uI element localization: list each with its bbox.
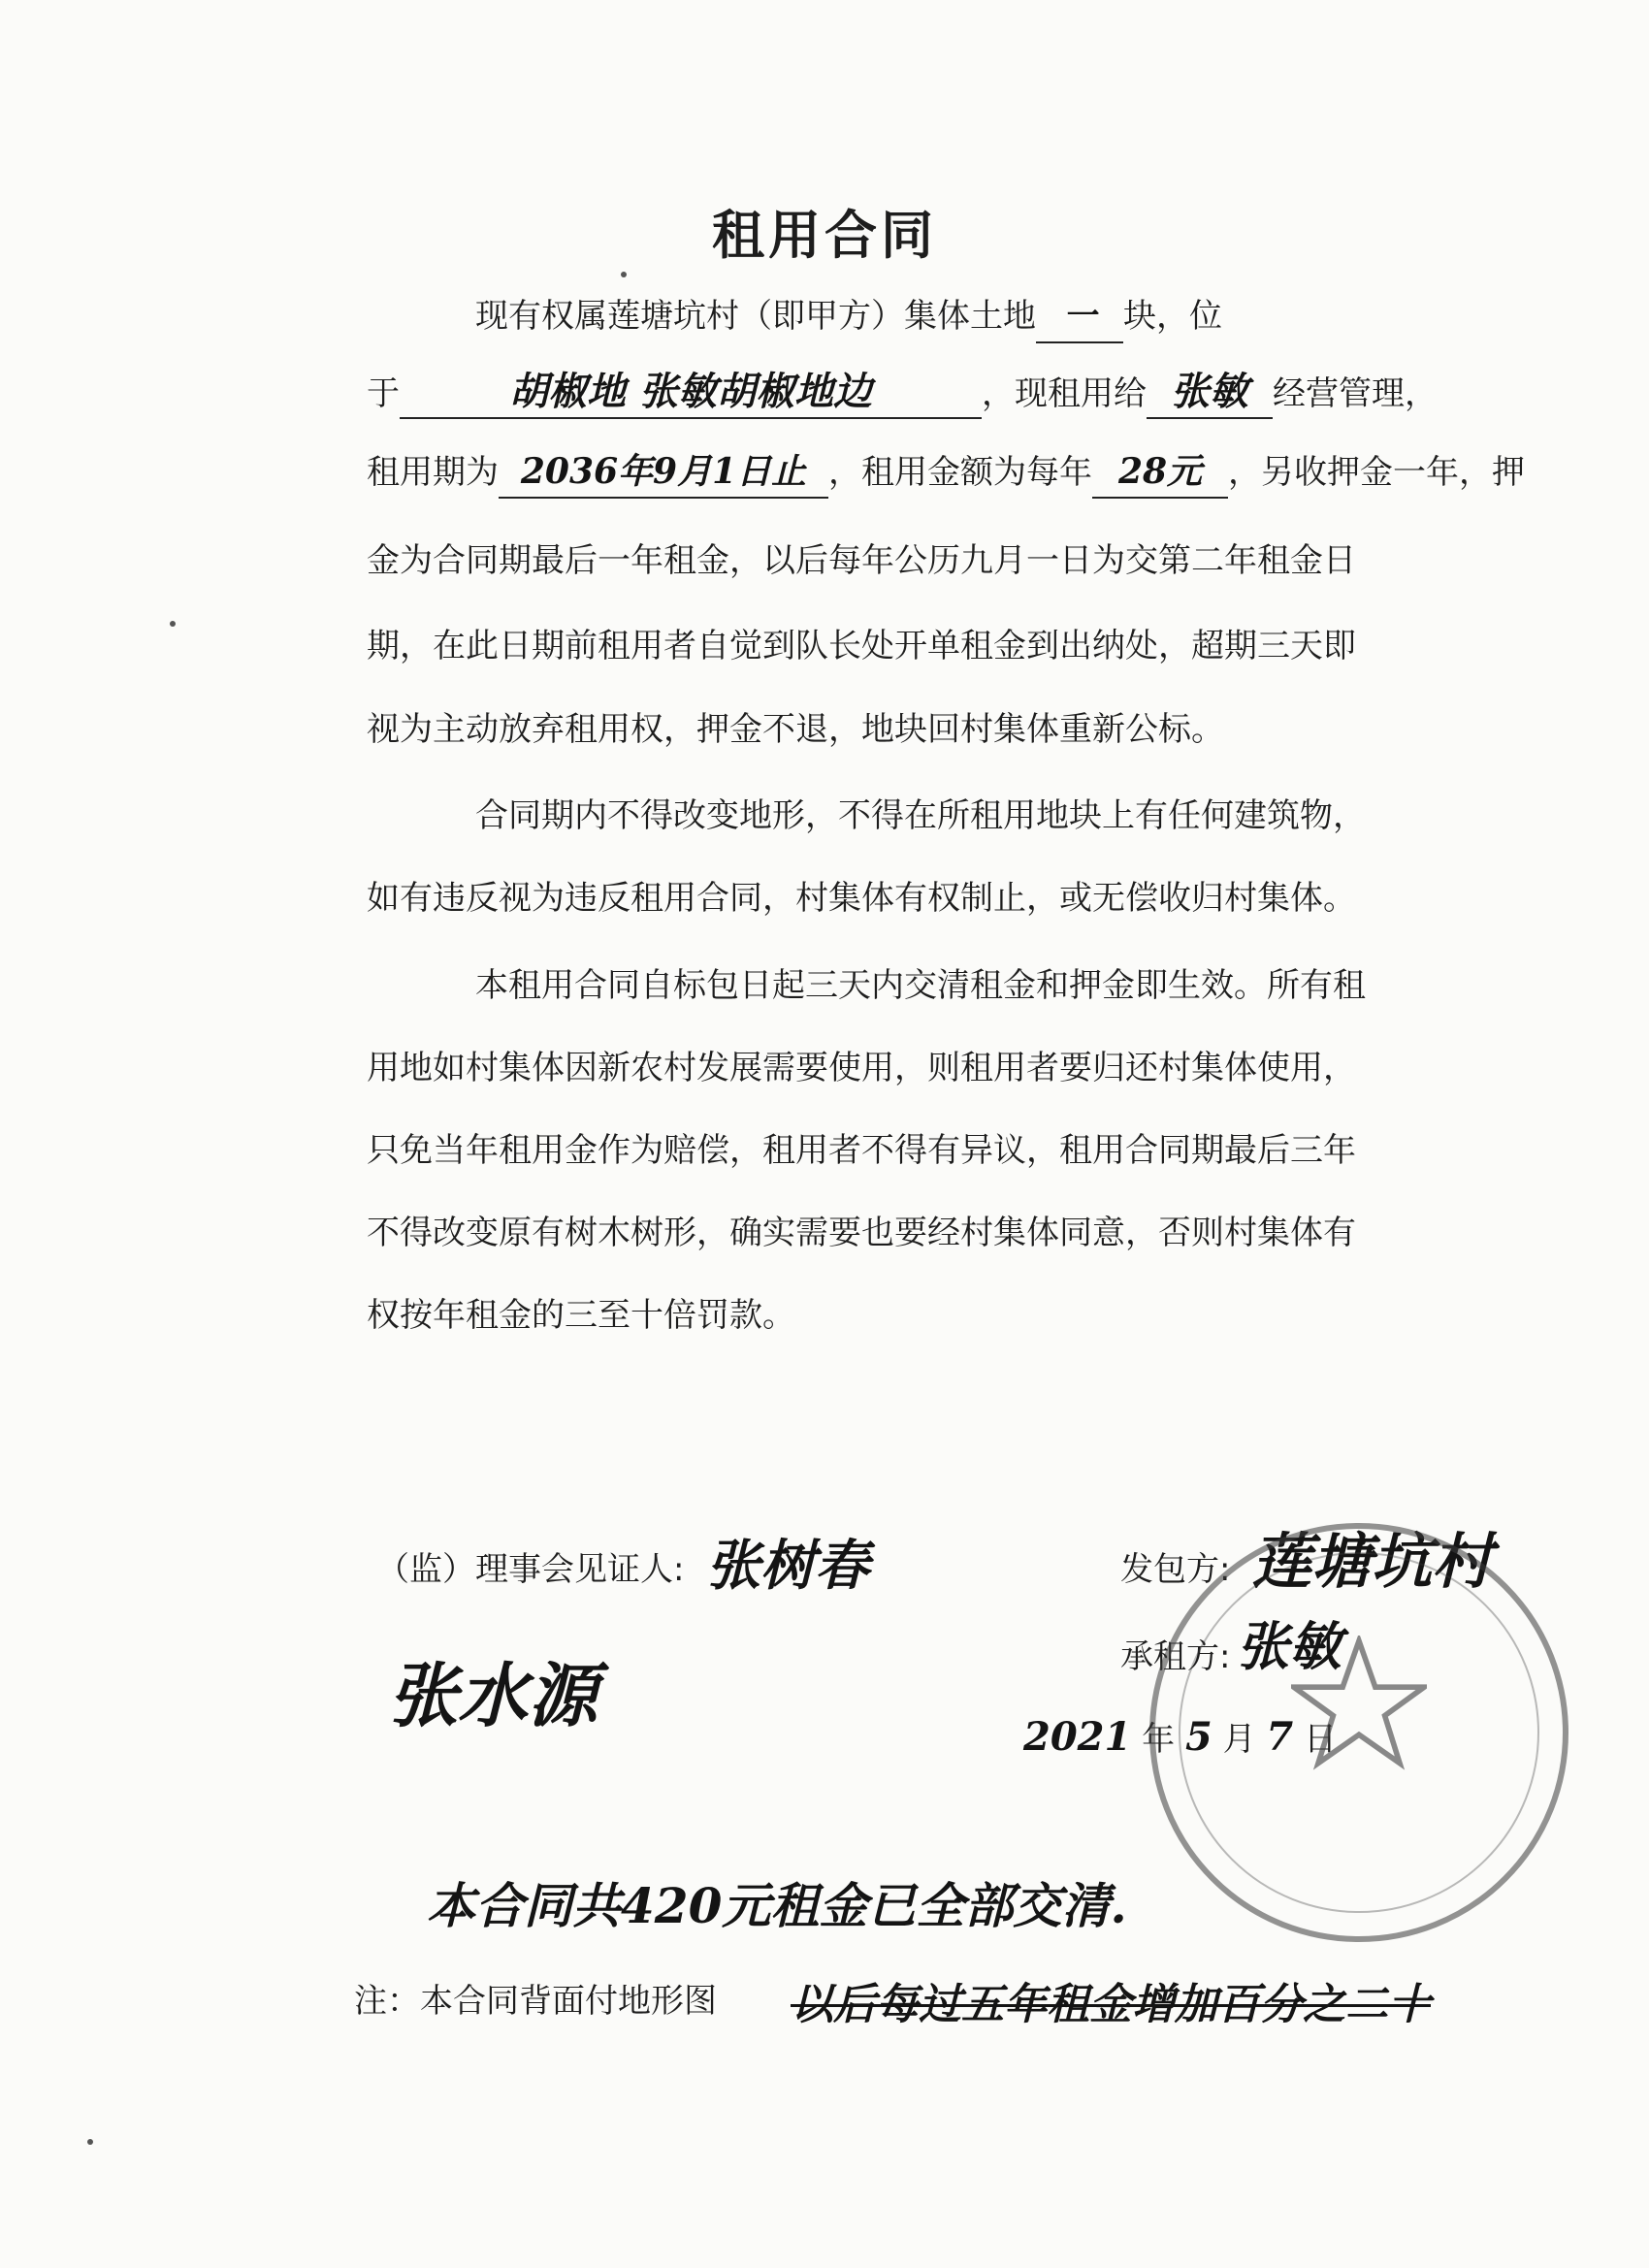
text: 现有权属莲塘坑村（即甲方）集体土地 [475, 297, 1036, 336]
scan-speck [170, 621, 176, 627]
text: 于 [367, 374, 400, 413]
tenant-label: 承租方: [1120, 1637, 1231, 1676]
para2-line2: 如有违反视为违反租用合同，村集体有权制止，或无偿收归村集体。 [367, 879, 1356, 918]
date-day-unit: 日 [1304, 1720, 1338, 1759]
para3-line5: 权按年租金的三至十倍罚款。 [367, 1296, 795, 1335]
date-month: 5 [1184, 1714, 1212, 1760]
payment-note: 本合同共420元租金已全部交清. [427, 1877, 1127, 1934]
text: ，现租用给 [982, 374, 1147, 413]
date-day: 7 [1266, 1714, 1294, 1760]
footnote-label: 注：本合同背面付地形图 [354, 1982, 717, 2021]
para3-line1: 本租用合同自标包日起三天内交清租金和押金即生效。所有租 [475, 966, 1366, 1005]
document-title: 租用合同 [712, 205, 937, 266]
para1-line5: 期，在此日期前租用者自觉到队长处开单租金到出纳处，超期三天即 [367, 627, 1356, 665]
term-field: 2036年9月1日止 [499, 446, 828, 499]
para1-line2 [367, 367, 1492, 419]
witness-signature-2: 张水源 [388, 1654, 598, 1736]
para1-line4: 金为合同期最后一年租金，以后每年公历九月一日为交第二年租金日 [367, 541, 1356, 580]
para3-line2: 用地如村集体因新农村发展需要使用，则租用者要归还村集体使用， [367, 1049, 1356, 1087]
struck-clause: 以后每过五年租金增加百分之二十 [791, 1980, 1431, 2029]
issuer-signature: 莲塘坑村 [1251, 1526, 1493, 1597]
tenant-name-field: 张敏 [1147, 367, 1273, 419]
date-year: 2021 [1023, 1714, 1132, 1760]
official-seal [1149, 1523, 1568, 1942]
para1-line1 [367, 291, 1600, 343]
witness-signature-1: 张树春 [706, 1534, 869, 1598]
text: 经营管理， [1273, 374, 1438, 413]
para1-line3 [367, 446, 1525, 499]
issuer-label: 发包方: [1120, 1550, 1231, 1589]
text: 租用期为 [367, 453, 499, 492]
scan-speck [621, 272, 627, 277]
text: ，租用金额为每年 [828, 453, 1092, 492]
para3-line4: 不得改变原有树木树形，确实需要也要经村集体同意，否则村集体有 [367, 1214, 1356, 1252]
para1-line6: 视为主动放弃租用权，押金不退，地块回村集体重新公标。 [367, 710, 1224, 749]
para3-line3: 只免当年租用金作为赔偿，租用者不得有异议，租用合同期最后三年 [367, 1131, 1356, 1170]
rent-amount-field: 28元 [1092, 446, 1228, 499]
text: ，另收押金一年，押 [1228, 453, 1525, 492]
location-field: 胡椒地 张敏胡椒地边 [400, 367, 982, 419]
plot-count-field: 一 [1036, 291, 1123, 343]
seal-star-icon [1291, 1636, 1427, 1771]
para2-line1: 合同期内不得改变地形，不得在所租用地块上有任何建筑物， [475, 796, 1366, 835]
scan-speck [87, 2139, 93, 2145]
date-year-unit: 年 [1142, 1720, 1176, 1759]
date-month-unit: 月 [1222, 1720, 1256, 1759]
text: 块，位 [1123, 297, 1222, 336]
witness-label: （监）理事会见证人: [376, 1550, 685, 1589]
tenant-signature: 张敏 [1237, 1615, 1342, 1677]
